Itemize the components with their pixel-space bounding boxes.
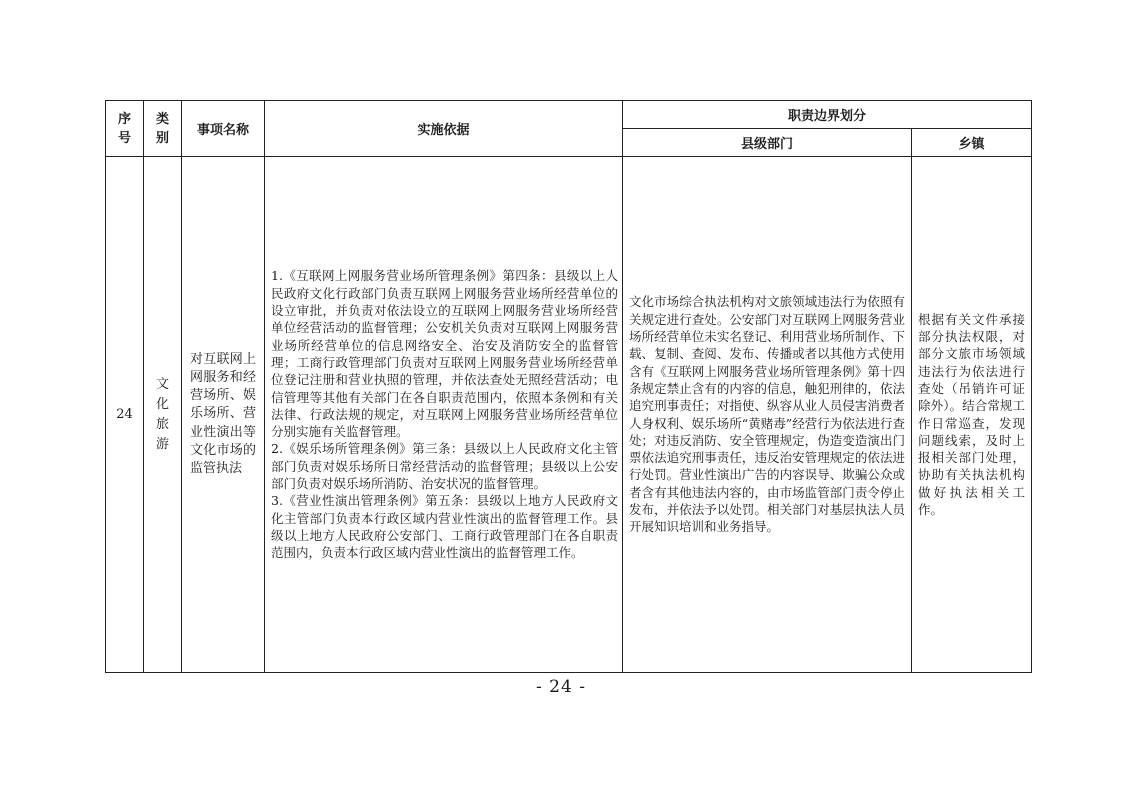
basis-item-3: 3.《营业性演出管理条例》第五条：县级以上地方人民政府文化主管部门负责本行政区域内营业性演出的监督管理工作。县级以上地方人民政府公安部门、工商行政管理部门在各自职责范围内，负责本行政区域内营业性演出的监督管理工作。 bbox=[271, 493, 618, 561]
row-town-duty: 根据有关文件承接部分执法权限，对部分文旅市场领域违法行为依法进行查处（吊销许可证除外）。结合常规工作日常巡查，发现问题线索，及时上报相关部门处理，协助有关执法机构做好执法相关工作。 bbox=[912, 157, 1032, 673]
header-item-name: 事项名称 bbox=[182, 101, 265, 157]
header-county: 县级部门 bbox=[623, 129, 912, 157]
row-county-duty: 文化市场综合执法机构对文旅领域违法行为依照有关规定进行查处。公安部门对互联网上网服务营业场所经营单位未实名登记、利用营业场所制作、下载、复制、查阅、发布、传播或者以其他方式使用含有《互联网上网服务营业场所管理条例》第十四条规定禁止含有的内容的信息，触犯刑律的，依法追究刑事责任；对指使、纵容从业人员侵害消费者人身权利、娱乐场所“黄赌毒”经营行为依法进行查处；对违反消防、安全管理规定，伪造变造演出门票依法追究刑事责任，违反治安管理规定的依法进行处罚。营业性演出广告的内容误导、欺骗公众或者含有其他违法内容的，由市场监管部门责令停止发布，并依法予以处罚。相关部门对基层执法人员开展知识培训和业务指导。 bbox=[623, 157, 912, 673]
header-basis: 实施依据 bbox=[265, 101, 623, 157]
row-basis bbox=[265, 157, 623, 673]
header-division: 职责边界划分 bbox=[623, 101, 1032, 129]
page-number: - 24 - bbox=[536, 677, 586, 697]
row-category: 文化旅游 bbox=[144, 157, 182, 673]
header-category: 类别 bbox=[144, 101, 182, 157]
header-seq: 序号 bbox=[106, 101, 144, 157]
row-seq: 24 bbox=[106, 157, 144, 673]
basis-item-1: 1.《互联网上网服务营业场所管理条例》第四条：县级以上人民政府文化行政部门负责互联网上网服务营业场所经营单位的设立审批，并负责对依法设立的互联网上网服务营业场所经营单位经营活动的监督管理；公安机关负责对互联网上网服务营业场所经营单位的信息网络安全、治安及消防安全的监督管理；工商行政管理部门负责对互联网上网服务营业场所经营单位登记注册和营业执照的管理，并依法查处无照经营活动；电信管理等其他有关部门在各自职责范围内，依照本条例和有关法律、行政法规的规定，对互联网上网服务营业场所经营单位分别实施有关监督管理。 bbox=[271, 268, 618, 440]
basis-item-2: 2.《娱乐场所管理条例》第三条：县级以上人民政府文化主管部门负责对娱乐场所日常经营活动的监督管理；县级以上公安部门负责对娱乐场所消防、治安状况的监督管理。 bbox=[271, 441, 618, 492]
row-item-name: 对互联网上网服务和经营场所、娱乐场所、营业性演出等文化市场的监管执法 bbox=[182, 157, 265, 673]
table-row bbox=[106, 157, 1032, 673]
duty-table bbox=[105, 100, 1032, 673]
header-town: 乡镇 bbox=[912, 129, 1032, 157]
